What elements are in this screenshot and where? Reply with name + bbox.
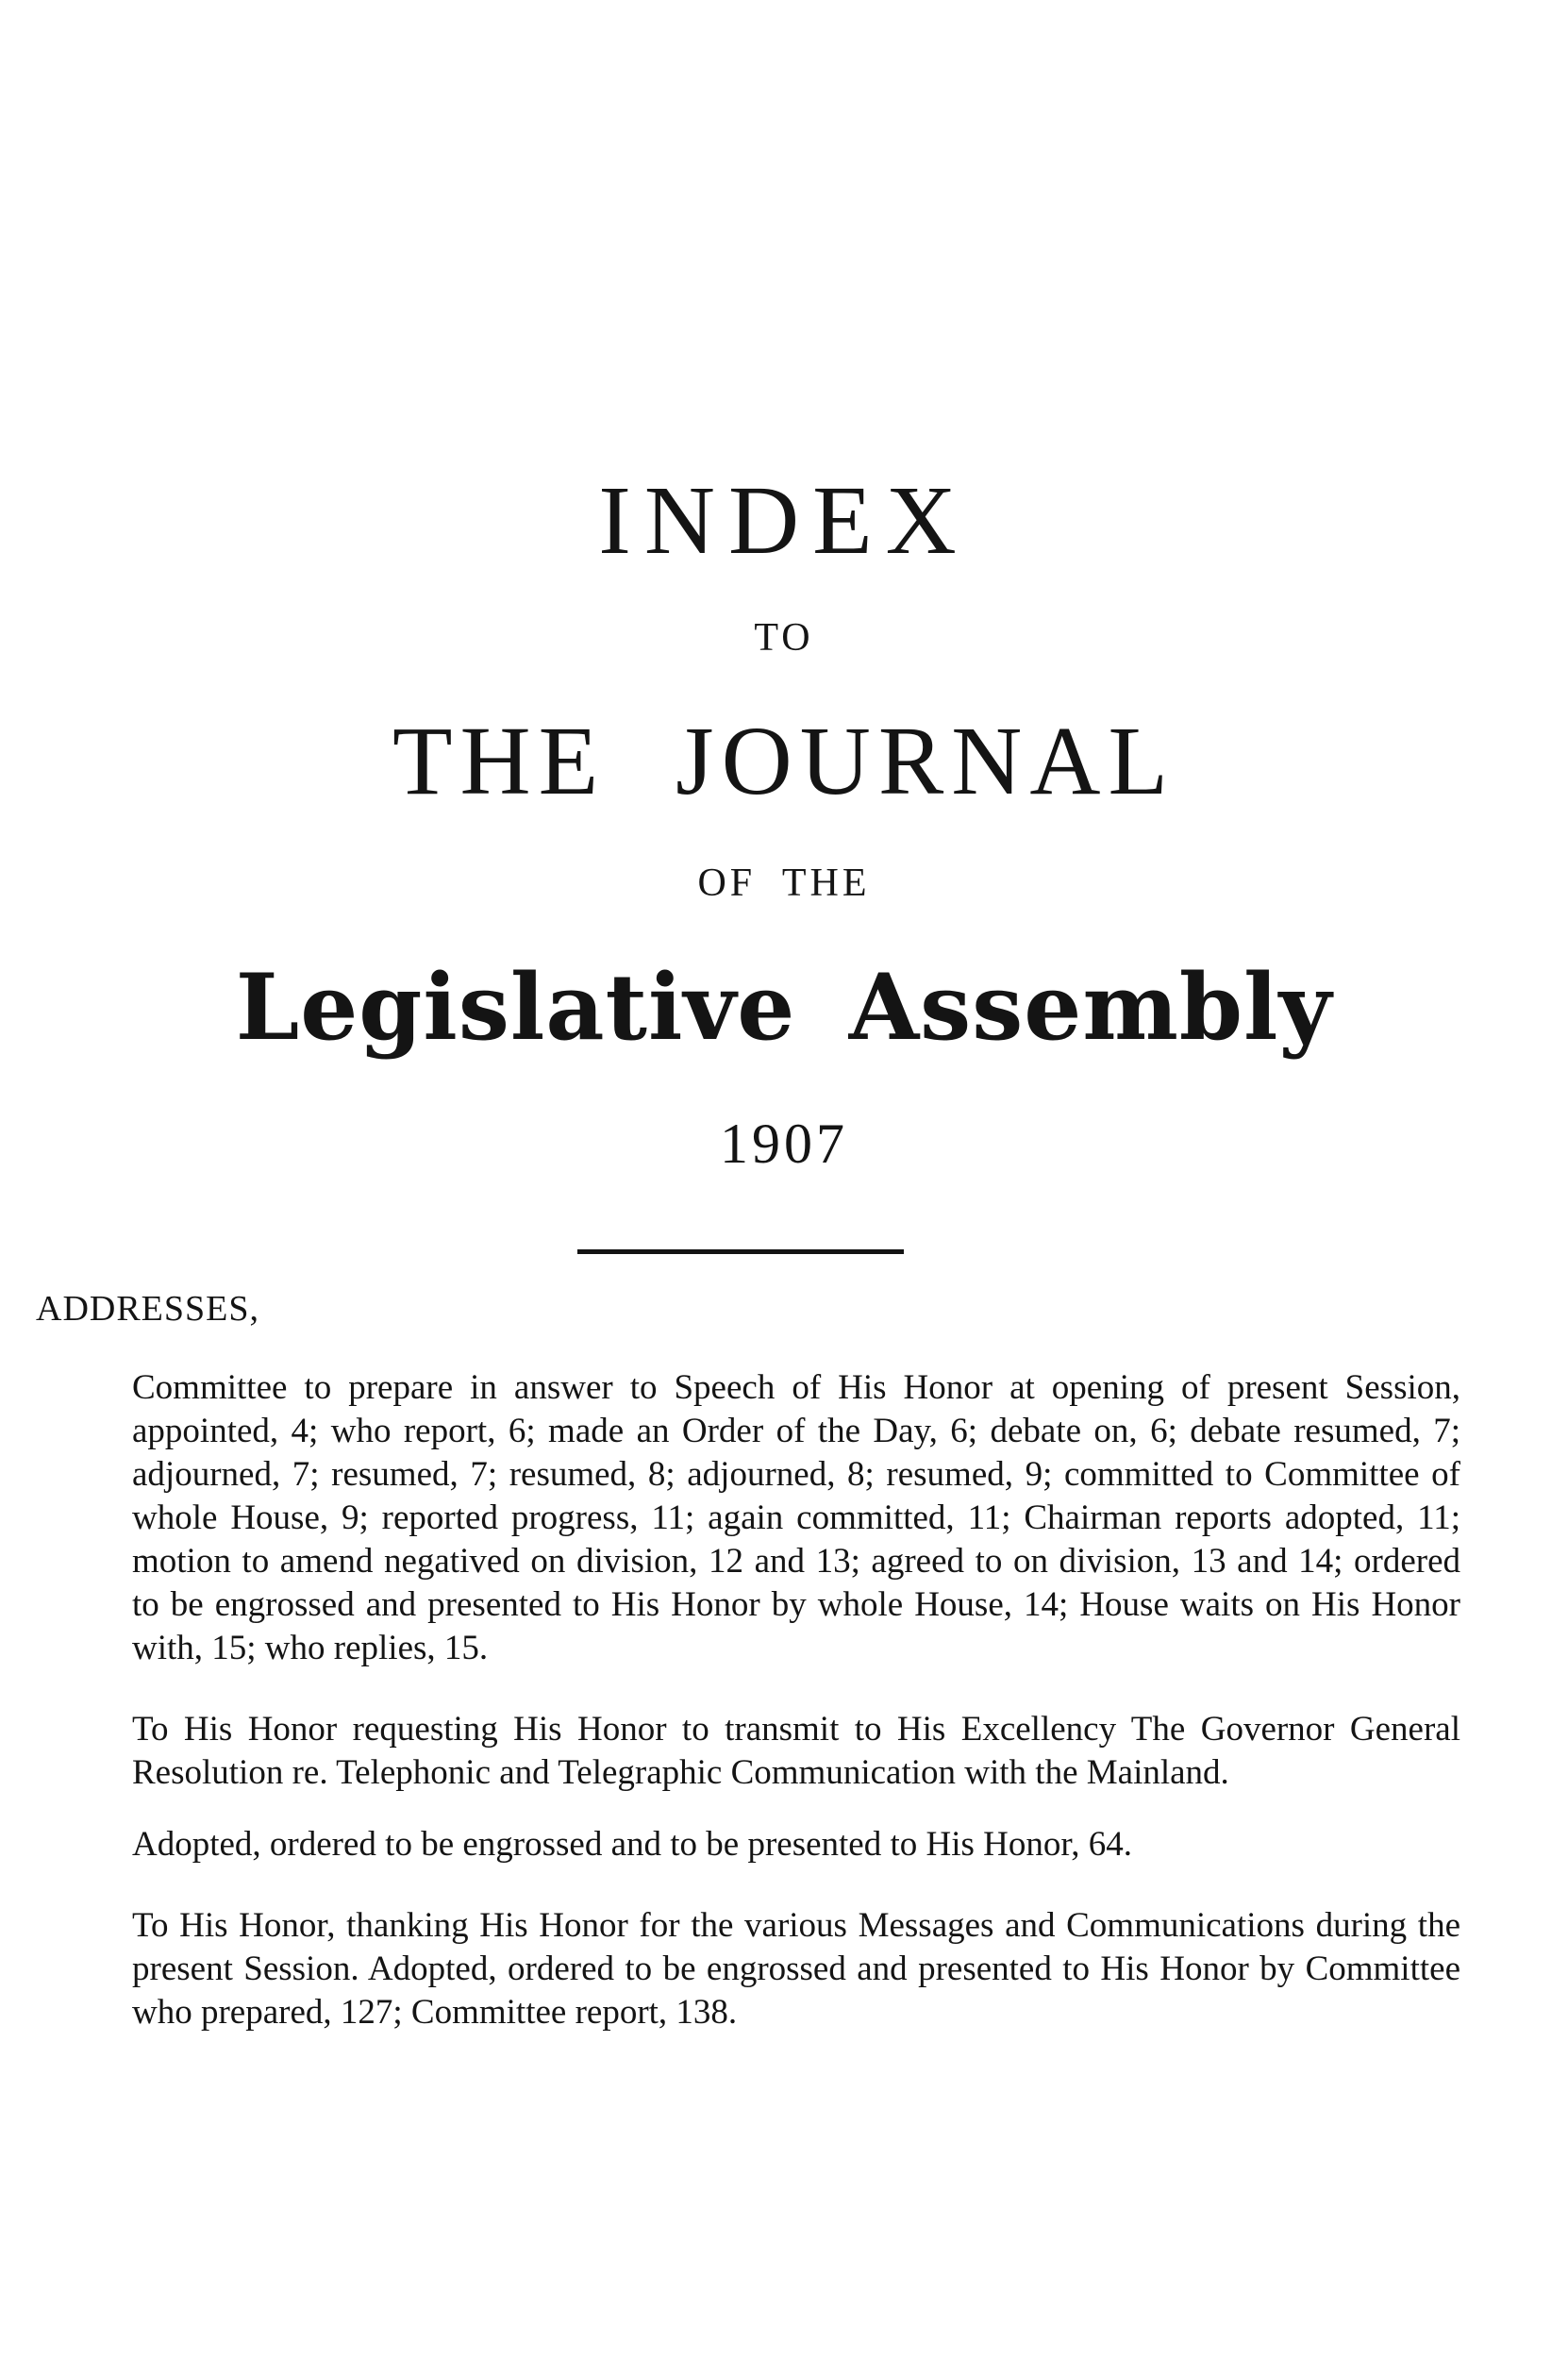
index-entry: Committee to prepare in answer to Speech of His Honor at opening of present Session, appointed, 4; who report, 6; made an Order of the Day, 6; debate on, 6; debate resumed, 7; adjourned, 7; resumed, 7; resumed, 8; adjourned, 8; resumed, 9; committed to Committee of whole House, 9; reported progress, 11; again committed, 11; Chairman reports adopted, 11; motion to amend negatived on division, 12 and 13; agreed to on division, 13 and 14; ordered to be engrossed and presented to His Honor by whole House, 14; House waits on His Honor with, 15; who replies, 15.: [132, 1368, 1460, 1667]
index-entry: To His Honor requesting His Honor to transmit to His Excellency The Governor General Resolution re. Telephonic and Telegraphic Communication with the Mainland.: [132, 1710, 1460, 1792]
title-to: TO: [754, 616, 814, 660]
title-legislative-assembly: Legislative Assembly: [235, 954, 1333, 1061]
title-of-the: OF THE: [697, 862, 871, 905]
title-divider: [577, 1249, 904, 1254]
index-entry: Adopted, ordered to be engrossed and to be presented to His Honor, 64.: [132, 1825, 1132, 1864]
index-entry: To His Honor, thanking His Honor for the various Messages and Communications during the present Session. Adopted, ordered to be engrossed and presented to His Honor by Committee who prepared, 127; Committee report, 138.: [132, 1906, 1460, 2032]
section-heading: ADDRESSES,: [36, 1289, 259, 1329]
title-year: 1907: [720, 1113, 848, 1175]
index-entries: [132, 1366, 1460, 2072]
title-the-journal: THE JOURNAL: [392, 707, 1176, 815]
title-index: INDEX: [598, 466, 970, 575]
